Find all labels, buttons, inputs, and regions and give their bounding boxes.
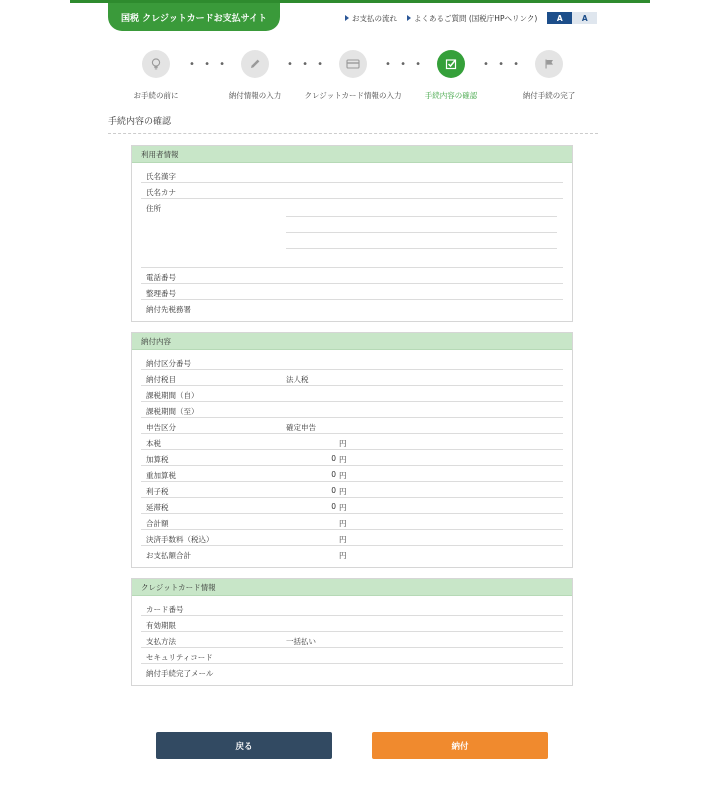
progress-steps: [0, 50, 720, 100]
name-kana-label: 氏名カナ: [146, 188, 176, 197]
font-size-large-button[interactable]: A: [572, 12, 597, 24]
yen-unit: 円: [339, 503, 347, 512]
completion-email-label: 納付手続完了メール: [146, 669, 214, 678]
yen-unit: 円: [339, 471, 347, 480]
phone-label: 電話番号: [146, 273, 176, 282]
step-dots: • • •: [189, 59, 229, 70]
table-row: [141, 370, 563, 386]
step-dots: • • •: [287, 59, 327, 70]
lightbulb-icon: [142, 50, 170, 78]
credit-card-icon: [339, 50, 367, 78]
principal-tax-label: 本税: [146, 439, 161, 448]
site-title: 国税 クレジットカードお支払サイト: [120, 13, 267, 24]
card-number-label: カード番号: [146, 605, 184, 614]
divider: [286, 216, 557, 217]
reference-number-label: 整理番号: [146, 289, 176, 298]
table-row: [141, 450, 563, 466]
table-row: [141, 268, 563, 284]
table-row: [141, 648, 563, 664]
security-code-label: セキュリティコード: [146, 653, 213, 662]
table-row: [141, 354, 563, 370]
tax-item-label: 納付税目: [146, 375, 176, 384]
fee-label: 決済手数料（税込）: [146, 535, 214, 544]
total-label: 合計額: [146, 519, 169, 528]
delinquency-tax-label: 延滞税: [146, 503, 169, 512]
arrow-right-icon: [345, 15, 349, 21]
divider: [286, 232, 557, 233]
address-label: 住所: [146, 204, 161, 213]
table-row: [141, 498, 563, 514]
step-label-payment-input: 納付情報の入力: [228, 91, 282, 100]
declaration-value: 確定申告: [286, 423, 316, 432]
table-row: [141, 632, 563, 648]
table-row: [141, 183, 563, 199]
yen-unit: 円: [339, 487, 347, 496]
category-number-label: 納付区分番号: [146, 359, 191, 368]
table-row: [141, 616, 563, 632]
table-row: [141, 530, 563, 546]
table-row: [141, 402, 563, 418]
delinquency-tax-value: 0: [331, 502, 336, 511]
pay-button[interactable]: 納付: [372, 732, 548, 759]
period-to-label: 課税期間（至）: [146, 407, 199, 416]
payment-flow-link[interactable]: お支払の流れ: [345, 13, 397, 24]
period-from-label: 課税期間（自）: [146, 391, 199, 400]
declaration-label: 申告区分: [146, 423, 176, 432]
table-row: [141, 434, 563, 450]
grand-total-label: お支払額合計: [146, 551, 191, 560]
faq-link[interactable]: よくあるご質問 (国税庁HPへリンク): [407, 13, 537, 24]
step-label-confirm: 手続内容の確認: [424, 91, 478, 100]
tax-item-value: 法人税: [286, 375, 309, 384]
user-info-header: 利用者情報: [132, 146, 572, 163]
table-row: [141, 482, 563, 498]
card-info-panel: [131, 578, 573, 686]
arrow-right-icon: [407, 15, 411, 21]
user-info-panel: [131, 145, 573, 322]
table-row: [141, 386, 563, 402]
divider: [286, 248, 557, 249]
yen-unit: 円: [339, 455, 347, 464]
check-icon: [437, 50, 465, 78]
header-links: [345, 12, 597, 24]
tax-office-label: 納付先税務署: [146, 305, 191, 314]
payment-details-panel: [131, 332, 573, 568]
step-label-before: お手続の前に: [133, 91, 179, 100]
expiry-label: 有効期限: [146, 621, 176, 630]
table-row: [141, 199, 563, 268]
table-row: [141, 466, 563, 482]
pencil-icon: [241, 50, 269, 78]
payment-method-value: 一括払い: [286, 637, 316, 646]
table-row: [141, 300, 563, 316]
yen-unit: 円: [339, 519, 347, 528]
yen-unit: 円: [339, 535, 347, 544]
step-label-card-input: クレジットカード情報の入力: [304, 91, 402, 100]
step-dots: • • •: [483, 59, 523, 70]
site-title-tab: [108, 3, 280, 31]
table-row: [141, 418, 563, 434]
divider: [108, 133, 598, 134]
table-row: [141, 167, 563, 183]
yen-unit: 円: [339, 551, 347, 560]
additional-tax-label: 加算税: [146, 455, 169, 464]
back-button[interactable]: 戻る: [156, 732, 332, 759]
payment-details-header: 納付内容: [132, 333, 572, 350]
step-label-complete: 納付手続の完了: [522, 91, 576, 100]
additional-tax-value: 0: [331, 454, 336, 463]
name-kanji-label: 氏名漢字: [146, 172, 176, 181]
table-row: [141, 664, 563, 680]
heavy-additional-tax-value: 0: [331, 470, 336, 479]
table-row: [141, 514, 563, 530]
table-row: [141, 284, 563, 300]
interest-tax-value: 0: [331, 486, 336, 495]
table-row: [141, 546, 563, 562]
flag-icon: [535, 50, 563, 78]
step-dots: • • •: [385, 59, 425, 70]
payment-method-label: 支払方法: [146, 637, 176, 646]
font-size-small-button[interactable]: A: [547, 12, 572, 24]
interest-tax-label: 利子税: [146, 487, 169, 496]
heavy-additional-tax-label: 重加算税: [146, 471, 176, 480]
card-info-header: クレジットカード情報: [132, 579, 572, 596]
page-title: 手続内容の確認: [108, 117, 172, 127]
yen-unit: 円: [339, 439, 347, 448]
table-row: [141, 600, 563, 616]
